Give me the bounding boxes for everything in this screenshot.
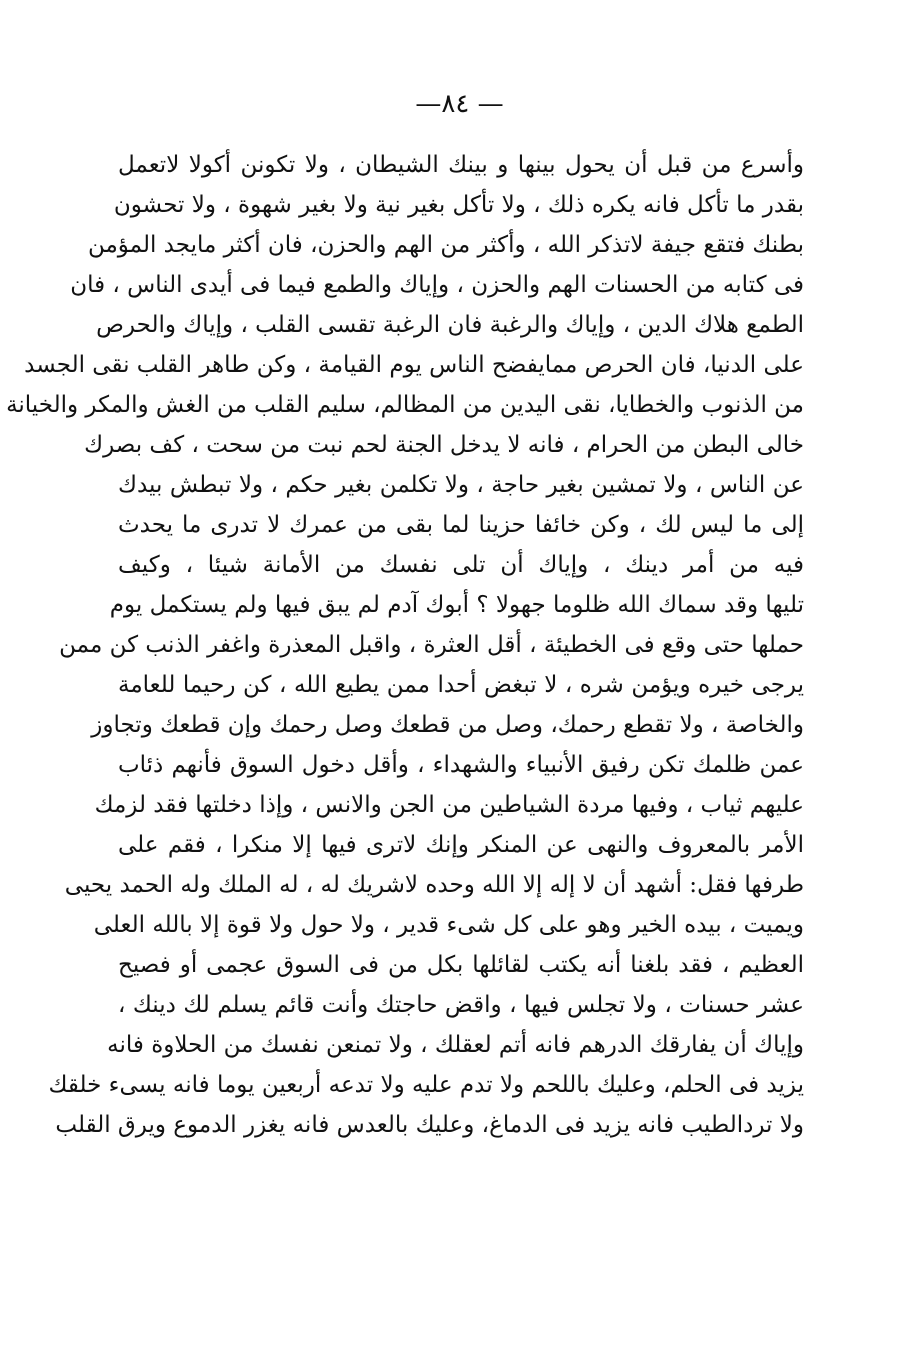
text-line: حملها حتى وقع فى الخطيئة ، أقل العثرة ، واقبل المعذرة واغفر الذنب كن ممن xyxy=(59,632,804,658)
text-line: إلى ما ليس لك ، وكن خائفا حزينا لما بقى من عمرك لا تدرى ما يحدث xyxy=(118,512,804,538)
text-line: الطمع هلاك الدين ، وإياك والرغبة فان الرغبة تقسى القلب ، وإياك والحرص xyxy=(96,312,804,338)
text-line: عن الناس ، ولا تمشين بغير حاجة ، ولا تكلمن بغير حكم ، ولا تبطش بيدك xyxy=(118,472,804,498)
body-text xyxy=(6,145,804,1145)
text-line: يرجى خيره ويؤمن شره ، لا تبغض أحدا ممن يطيع الله ، كن رحيما للعامة xyxy=(118,672,804,698)
text-line: بقدر ما تأكل فانه يكره ذلك ، ولا تأكل بغير نية ولا بغير شهوة ، ولا تحشون xyxy=(113,192,804,218)
text-line: الأمر بالمعروف والنهى عن المنكر وإنك لاترى فيها إلا منكرا ، فقم على xyxy=(118,832,804,858)
text-line: ولا تردالطيب فانه يزيد فى الدماغ، وعليك بالعدس فانه يغزر الدموع ويرق القلب xyxy=(55,1112,804,1138)
text-line: فيه من أمر دينك ، وإياك أن تلى نفسك من الأمانة شيئا ، وكيف xyxy=(118,552,804,578)
text-line: وأسرع من قبل أن يحول بينها و بينك الشيطان ، ولا تكونن أكولا لاتعمل xyxy=(118,152,804,178)
text-line: خالى البطن من الحرام ، فانه لا يدخل الجنة لحم نبت من سحت ، كف بصرك xyxy=(84,432,804,458)
text-line: على الدنيا، فان الحرص ممايفضح الناس يوم القيامة ، وكن طاهر القلب نقى الجسد xyxy=(24,352,804,378)
text-line: العظيم ، فقد بلغنا أنه يكتب لقائلها بكل من فى السوق عجمى أو فصيح xyxy=(118,952,804,978)
text-line: والخاصة ، ولا تقطع رحمك، وصل من قطعك وصل رحمك وإن قطعك وتجاوز xyxy=(91,712,804,738)
text-line: عمن ظلمك تكن رفيق الأنبياء والشهداء ، وأقل دخول السوق فأنهم ذئاب xyxy=(118,752,804,778)
text-line: فى كتابه من الحسنات الهم والحزن ، وإياك والطمع فيما فى أيدى الناس ، فان xyxy=(70,272,804,298)
text-line: من الذنوب والخطايا، نقى اليدين من المظالم، سليم القلب من الغش والمكر والخيانة xyxy=(6,392,804,418)
page-number: —٨٤ — xyxy=(415,89,504,119)
text-line: طرفها فقل: أشهد أن لا إله إلا الله وحده لاشريك له ، له الملك وله الحمد يحيى xyxy=(64,872,804,898)
text-line: تليها وقد سماك الله ظلوما جهولا ؟ أبوك آدم لم يبق فيها ولم يستكمل يوم xyxy=(109,592,804,618)
text-line: ويميت ، بيده الخير وهو على كل شىء قدير ، ولا حول ولا قوة إلا بالله العلى xyxy=(93,912,804,938)
text-line: عليهم ثياب ، وفيها مردة الشياطين من الجن والانس ، وإذا دخلتها فقد لزمك xyxy=(94,792,804,818)
text-line: عشر حسنات ، ولا تجلس فيها ، واقض حاجتك وأنت قائم يسلم لك دينك ، xyxy=(118,992,804,1018)
text-line: يزيد فى الحلم، وعليك باللحم ولا تدم عليه ولا تدعه أربعين يوما فانه يسىء خلقك xyxy=(48,1072,804,1098)
text-line: وإياك أن يفارقك الدرهم فانه أتم لعقلك ، ولا تمنعن نفسك من الحلاوة فانه xyxy=(107,1032,804,1058)
text-line: بطنك فتقع جيفة لاتذكر الله ، وأكثر من الهم والحزن، فان أكثر مايجد المؤمن xyxy=(87,232,804,258)
